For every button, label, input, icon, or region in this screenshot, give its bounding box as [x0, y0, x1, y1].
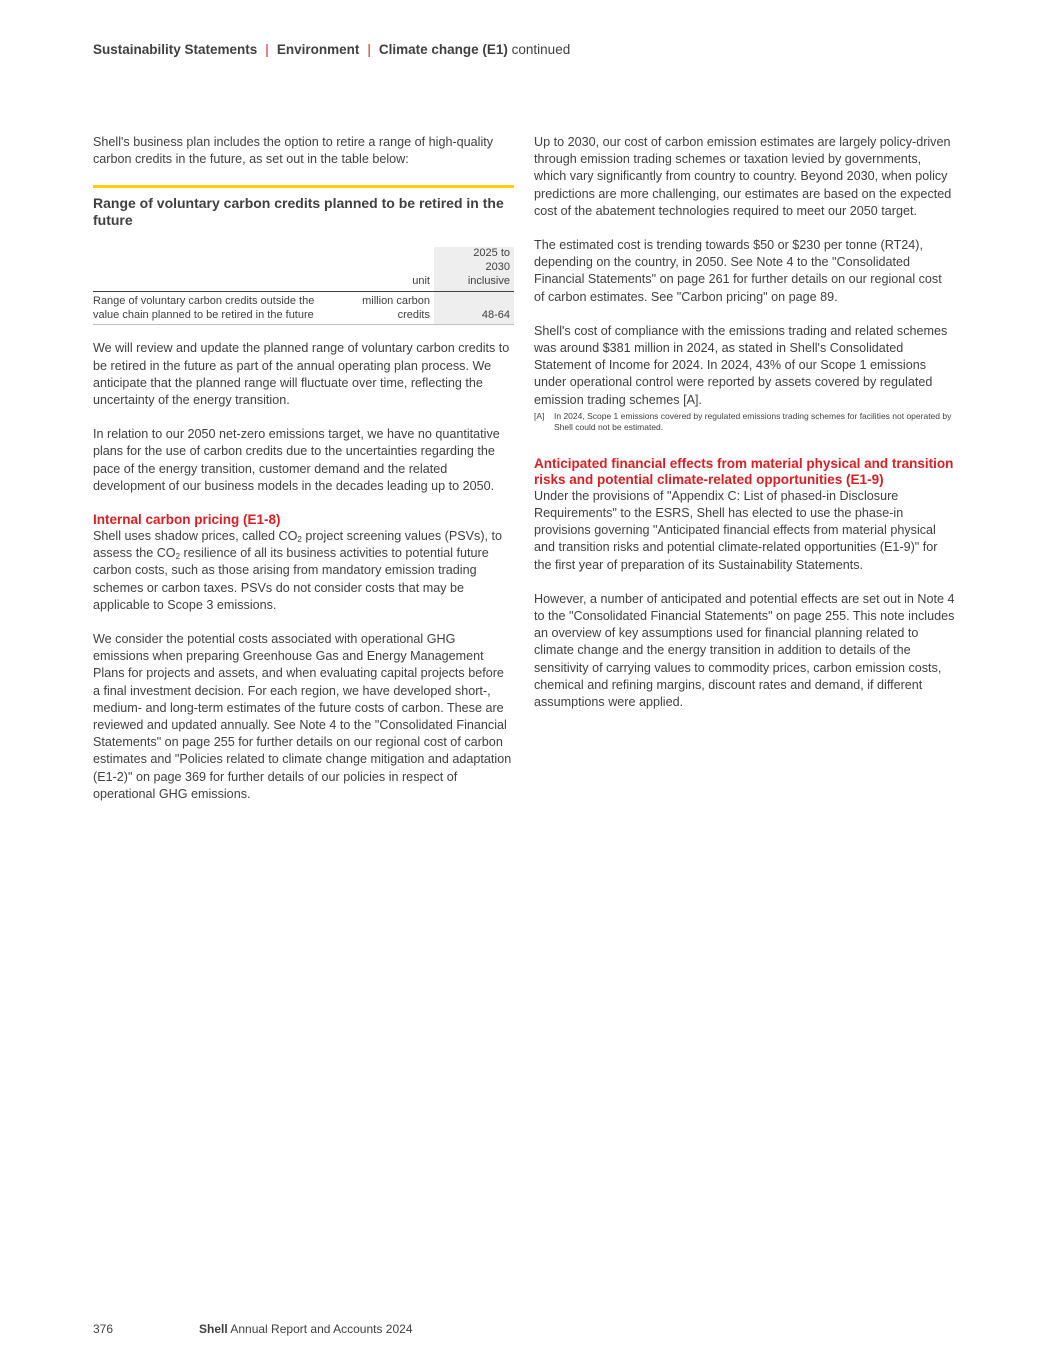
row-value: 48-64: [434, 292, 514, 325]
footer-doc-title: Annual Report and Accounts 2024: [230, 1322, 413, 1336]
page-footer: [93, 1322, 413, 1336]
cost-estimates-paragraph: Up to 2030, our cost of carbon emission estimates are largely policy-driven through emission trading schemes or taxation levied by governments, which vary significantly from country to country. Beyond 2030, when policy predictions are more challenging, our estimates are based on the expected cost of the abatement technologies required to meet our 2050 target.: [534, 135, 952, 218]
review-paragraph: We will review and update the planned range of voluntary carbon credits to be retired in the future as part of the annual operating plan process. We anticipate that the planned range will fluctuate over time, reflecting the uncertainty of the energy transition.: [93, 341, 510, 407]
carbon-credits-table: [93, 247, 514, 325]
shadow-prices-paragraph: Shell uses shadow prices, called $CO_2$ project screening values (PSVs), to assess the $CO_2$ resilience of all its business activities to potential future carbon costs, such as those arising from mandatory emission trading schemes or carbon taxes. PSVs do not consider costs that may be applicable to Scope 3 emissions.: [93, 529, 503, 612]
breadcrumb-continued: continued: [511, 42, 571, 57]
breadcrumb-sustainability: Sustainability Statements: [93, 42, 258, 57]
anticipated-effects-heading: Anticipated financial effects from material physical and transition risks and potential climate-related opportunities (E1-9): [534, 455, 954, 487]
left-column: [93, 134, 514, 820]
breadcrumb-climate-change: Climate change (E1): [378, 42, 508, 57]
table-header-period: 2025 to 2030 inclusive: [434, 247, 514, 291]
table-header-unit: unit: [337, 247, 434, 291]
ghg-costs-paragraph: We consider the potential costs associated with operational GHG emissions when preparing Greenhouse Gas and Energy Management Plans for projects and assets, and when evaluating capital projects before a final investment decision. For each region, we have developed short-, medium- and long-term estimates of the future costs of carbon. These are reviewed and updated annually. See Note 4 to the "Consolidated Financial Statements" on page 255 for further details on our regional cost of carbon estimates and "Policies related to climate change mitigation and adaptation (E1-2)" on page 369 for further details of our policies in respect of operational GHG emissions.: [93, 632, 512, 801]
row-unit: million carbon credits: [337, 292, 434, 325]
footnote: [534, 411, 955, 434]
breadcrumb-separator: |: [367, 42, 371, 57]
breadcrumb: [93, 42, 570, 57]
internal-carbon-pricing-heading: Internal carbon pricing (E1-8): [93, 512, 281, 527]
footnote-marker: [A]: [534, 410, 545, 421]
breadcrumb-separator: |: [265, 42, 269, 57]
footer-brand: Shell: [199, 1322, 228, 1336]
intro-paragraph: Shell's business plan includes the option to retire a range of high-quality carbon credits in the future, as set out in the table below:: [93, 135, 494, 167]
compliance-cost-paragraph: Shell's cost of compliance with the emissions trading and related schemes was around $381 million in 2024, as stated in Shell's Consolidated Statement of Income for 2024. In 2024, 43% of our Scope 1 emissions under operational control were reported by assets covered by regulated emission trading schemes [A].: [534, 323, 948, 407]
phase-in-paragraph: Under the provisions of "Appendix C: List of phased-in Disclosure Requirements" to the ESRS, Shell has elected to use the phase-in provisions governing "Anticipated financial effects from material physical and transition risks and potential climate-related opportunities (E1-9)" for the first year of preparation of its Sustainability Statements.: [534, 488, 938, 572]
net-zero-paragraph: In relation to our 2050 net-zero emissions target, we have no quantitative plans for the use of carbon credits due to the uncertainties regarding the pace of the energy transition, customer demand and the related development of our business models in the decades leading up to 2050.: [93, 427, 500, 493]
carbon-credits-table-block: [93, 185, 514, 325]
table-header-blank: [93, 247, 337, 291]
right-column: [534, 134, 955, 728]
table-title: Range of voluntary carbon credits planned to be retired in the future: [93, 195, 504, 229]
page-number: 376: [93, 1322, 114, 1336]
table-row: [93, 292, 514, 325]
row-label: Range of voluntary carbon credits outside the value chain planned to be retired in the future: [93, 292, 337, 325]
estimated-cost-paragraph: The estimated cost is trending towards $50 or $230 per tonne (RT24), depending on the country, in 2050. See Note 4 to the "Consolidated Financial Statements" on page 261 for further details on our regional cost of carbon estimates. See "Carbon pricing" on page 89.: [534, 238, 942, 304]
anticipated-effects-paragraph: However, a number of anticipated and potential effects are set out in Note 4 to the "Consolidated Financial Statements" on page 255. This note includes an overview of key assumptions used for financial planning related to climate change and the energy transition in addition to details of the sensitivity of carrying values to commodity prices, carbon emission costs, chemical and refining margins, discount rates and demand, if different assumptions were applied.: [534, 591, 955, 710]
breadcrumb-environment: Environment: [276, 42, 360, 57]
footnote-text: In 2024, Scope 1 emissions covered by regulated emissions trading schemes for facilities not operated by Shell could not be estimated.: [554, 410, 952, 433]
